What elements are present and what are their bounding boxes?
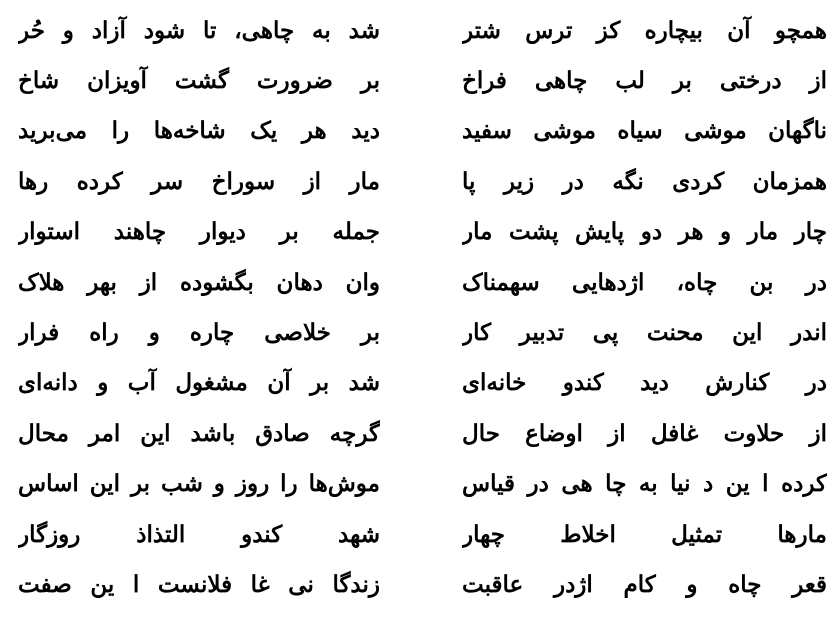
second-hemistich: بر خلاصی چاره و راه فرار [18,319,380,346]
second-hemistich: وان دهان بگشوده از بهر هلاک [18,269,380,296]
couplet-row [0,56,840,106]
first-hemistich: همزمان کردی نگه در زیر پا [462,168,827,195]
couplet-row [0,106,840,156]
couplet-row [0,409,840,459]
first-hemistich: چار مار و هر دو پایش پشت مار [462,218,827,245]
second-hemistich: شد به چاهی، تا شود آزاد و حُر [18,17,380,44]
couplet-row [0,358,840,408]
first-hemistich: در بن چاه، اژدهایی سهمناک [462,269,827,296]
second-hemistich: بر ضرورت گشت آویزان شاخ [18,67,380,94]
second-hemistich: شهد کندو التذاذ روزگار [18,521,380,548]
second-hemistich: جمله بر دیوار چاهند استوار [18,218,380,245]
second-hemistich: موش‌ها را روز و شب بر این اساس [18,470,380,497]
first-hemistich: قعر چاه و کام اژدر عاقبت [462,571,827,598]
couplet-row [0,6,840,56]
second-hemistich: مار از سوراخ سر کرده رها [18,168,380,195]
first-hemistich: در کنارش دید کندو خانه‌ای [462,369,827,396]
second-hemistich: دید هر یک شاخه‌ها را می‌برید [18,117,380,144]
couplet-row [0,207,840,257]
couplet-row [0,510,840,560]
couplet-row [0,308,840,358]
first-hemistich: اندر این محنت پی تدبیر کار [462,319,827,346]
first-hemistich: ناگهان موشی سیاه موشی سفید [462,117,827,144]
first-hemistich: همچو آن بیچاره کز ترس شتر [462,17,827,44]
couplet-row [0,459,840,509]
second-hemistich: گرچه صادق باشد این امر محال [18,420,380,447]
first-hemistich: کرده ا ین د نیا به چا هی در قیاس [462,470,827,497]
first-hemistich: مارها تمثیل اخلاط چهار [462,521,827,548]
couplet-row [0,560,840,610]
first-hemistich: از درختی بر لب چاهی فراخ [462,67,827,94]
couplet-row [0,258,840,308]
second-hemistich: شد بر آن مشغول آب و دانه‌ای [18,369,380,396]
first-hemistich: از حلاوت غافل از اوضاع حال [462,420,827,447]
couplet-row [0,157,840,207]
second-hemistich: زندگا نی غا فلانست ا ین صفت [18,571,380,598]
